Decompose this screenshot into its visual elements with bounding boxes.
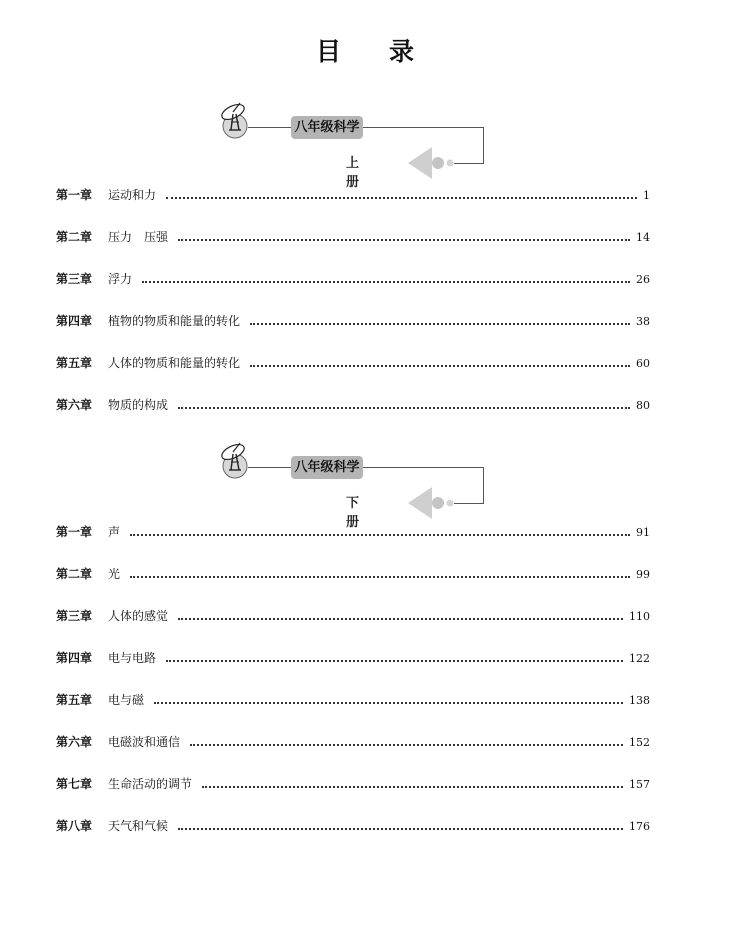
dot-leader xyxy=(166,660,623,662)
chapter-title: 人体的物质和能量的转化 xyxy=(108,356,241,370)
dot-leader xyxy=(178,618,623,620)
toc-entry[interactable] xyxy=(56,228,650,246)
dot-leader xyxy=(178,239,630,241)
chapter-number: 第一章 xyxy=(56,188,93,202)
page-number: 99 xyxy=(636,568,650,581)
dot-leader xyxy=(178,407,630,409)
dot-leader xyxy=(250,323,630,325)
satellite-dish-icon xyxy=(218,100,252,140)
toc-entry[interactable] xyxy=(56,354,650,372)
page-number: 80 xyxy=(636,399,650,412)
toc-entry[interactable] xyxy=(56,565,650,583)
volume-banner-upper xyxy=(218,100,488,190)
toc-entry[interactable] xyxy=(56,396,650,414)
chapter-number: 第六章 xyxy=(56,398,93,412)
banner-label: 八年级科学 xyxy=(291,116,363,139)
dot-leader xyxy=(154,702,623,704)
chapter-title: 声 xyxy=(108,525,121,539)
page-title-char-1: 目 xyxy=(315,37,341,66)
volume-banner-lower xyxy=(218,440,488,530)
page-number: 38 xyxy=(636,315,650,328)
chapter-title: 运动和力 xyxy=(108,188,157,202)
toc-entry[interactable] xyxy=(56,312,650,330)
page-title xyxy=(0,32,730,68)
dot-leader xyxy=(202,786,623,788)
chapter-number: 第二章 xyxy=(56,230,93,244)
dot-leader xyxy=(130,534,630,536)
volume-label: 上册 xyxy=(346,156,382,190)
chapter-number: 第五章 xyxy=(56,356,93,370)
page-number: 91 xyxy=(636,526,650,539)
page-title-char-2: 录 xyxy=(389,37,415,66)
arrow-left-icon xyxy=(406,485,456,521)
page-number: 1 xyxy=(643,189,650,202)
chapter-number: 第七章 xyxy=(56,777,93,791)
toc-entry[interactable] xyxy=(56,523,650,541)
page-number: 110 xyxy=(629,610,650,623)
chapter-number: 第三章 xyxy=(56,272,93,286)
page-number: 122 xyxy=(629,652,650,665)
satellite-dish-icon xyxy=(218,440,252,480)
dot-leader xyxy=(142,281,630,283)
chapter-title: 浮力 xyxy=(108,272,133,286)
toc-entry[interactable] xyxy=(56,733,650,751)
chapter-title: 压力 压强 xyxy=(108,230,169,244)
chapter-number: 第六章 xyxy=(56,735,93,749)
chapter-title: 植物的物质和能量的转化 xyxy=(108,314,241,328)
page-number: 14 xyxy=(636,231,650,244)
chapter-number: 第一章 xyxy=(56,525,93,539)
page-number: 157 xyxy=(629,778,650,791)
chapter-number: 第二章 xyxy=(56,567,93,581)
chapter-title: 人体的感觉 xyxy=(108,609,169,623)
chapter-title: 天气和气候 xyxy=(108,819,169,833)
toc-entry[interactable] xyxy=(56,270,650,288)
chapter-title: 电磁波和通信 xyxy=(108,735,181,749)
dot-leader xyxy=(178,828,623,830)
dot-leader xyxy=(250,365,630,367)
dot-leader xyxy=(190,744,623,746)
page-number: 26 xyxy=(636,273,650,286)
toc-entry[interactable] xyxy=(56,775,650,793)
chapter-title: 电与磁 xyxy=(108,693,145,707)
toc-entry[interactable] xyxy=(56,186,650,204)
chapter-number: 第四章 xyxy=(56,314,93,328)
chapter-title: 电与电路 xyxy=(108,651,157,665)
page-number: 60 xyxy=(636,357,650,370)
toc-entry[interactable] xyxy=(56,607,650,625)
chapter-title: 光 xyxy=(108,567,121,581)
dot-leader xyxy=(166,197,637,199)
page-number: 138 xyxy=(629,694,650,707)
page-number: 152 xyxy=(629,736,650,749)
chapter-title: 物质的构成 xyxy=(108,398,169,412)
toc-entry[interactable] xyxy=(56,817,650,835)
chapter-number: 第三章 xyxy=(56,609,93,623)
chapter-title: 生命活动的调节 xyxy=(108,777,193,791)
dot-leader xyxy=(130,576,630,578)
volume-label: 下册 xyxy=(346,496,382,530)
page-number: 176 xyxy=(629,820,650,833)
banner-label: 八年级科学 xyxy=(291,456,363,479)
toc-entry[interactable] xyxy=(56,691,650,709)
arrow-left-icon xyxy=(406,145,456,181)
chapter-number: 第四章 xyxy=(56,651,93,665)
toc-entry[interactable] xyxy=(56,649,650,667)
chapter-number: 第八章 xyxy=(56,819,93,833)
chapter-number: 第五章 xyxy=(56,693,93,707)
